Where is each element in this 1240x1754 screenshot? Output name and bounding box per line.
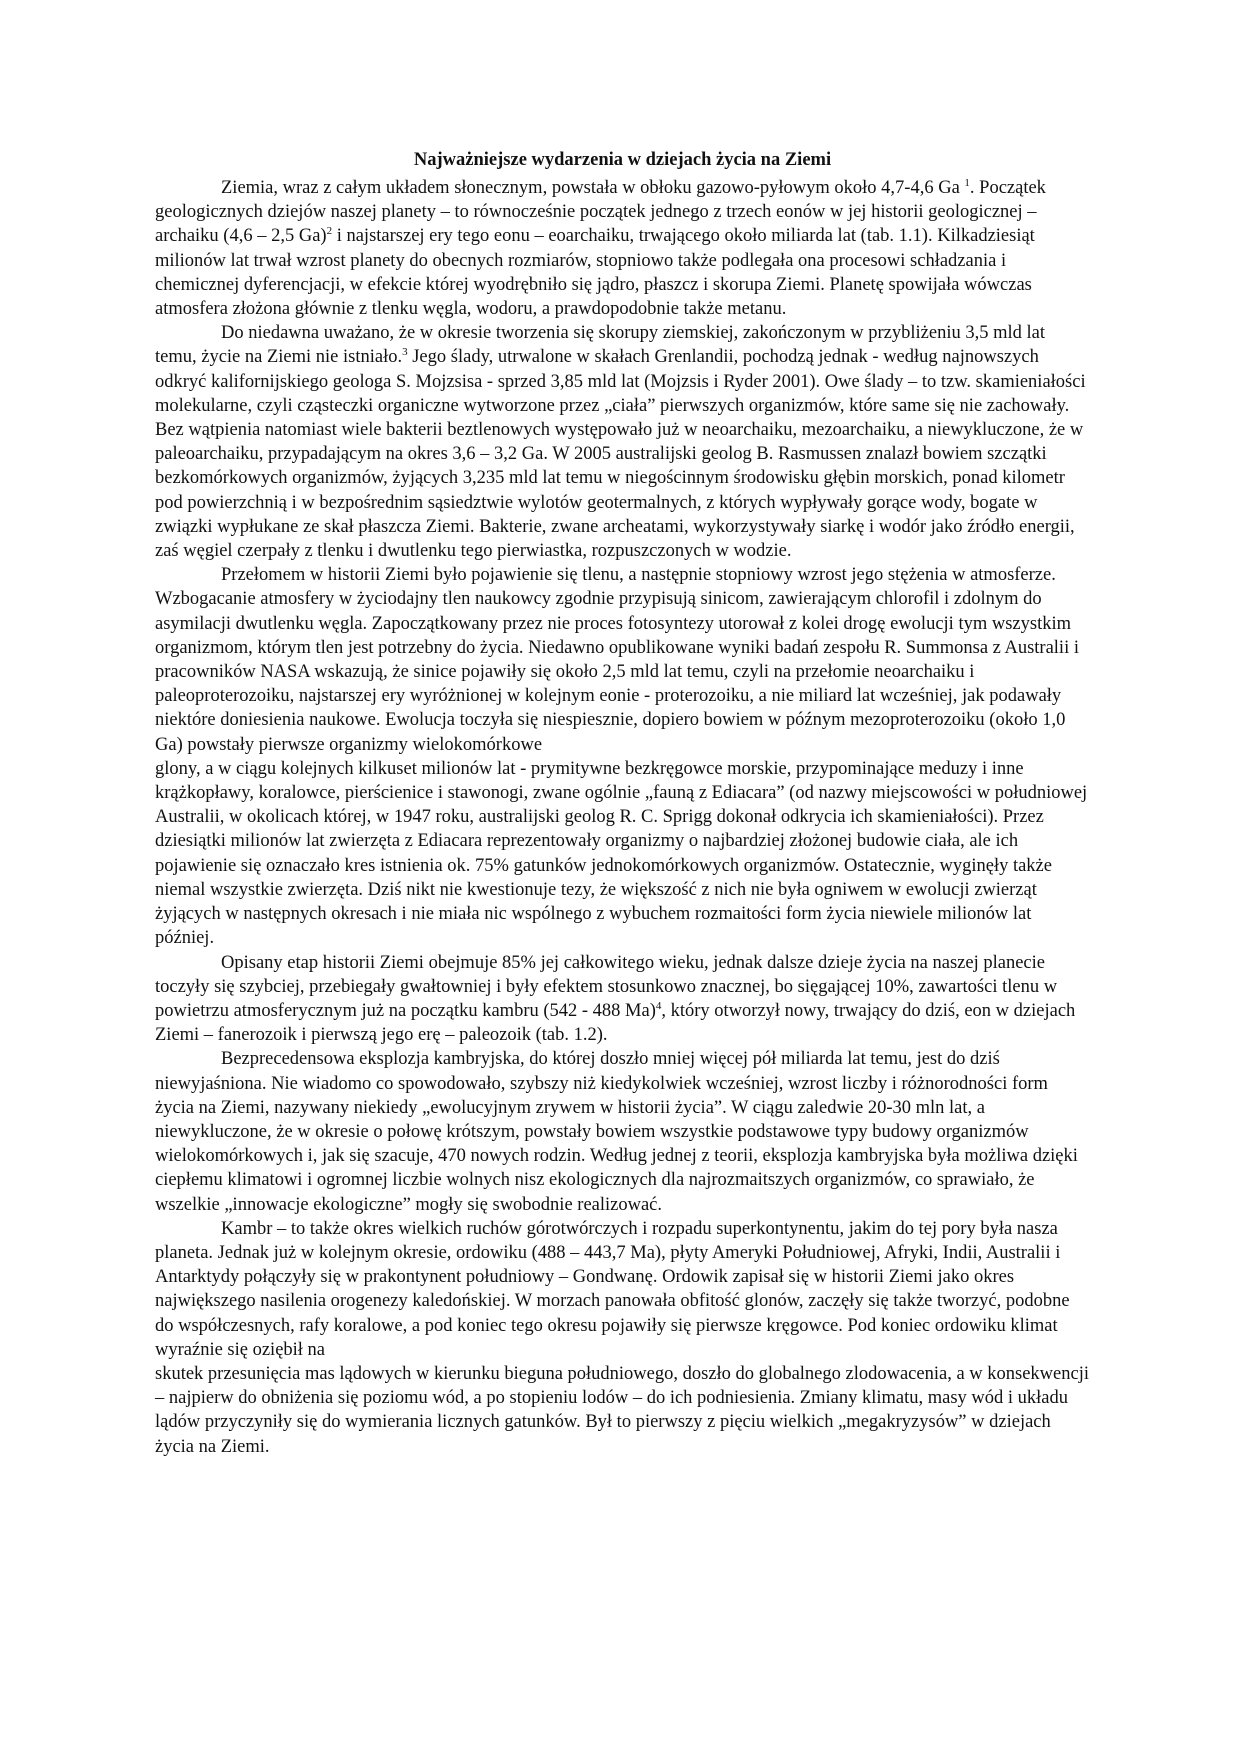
- footnote-ref: 2: [326, 225, 333, 238]
- paragraph-text: . Początek geologicznych dziejów naszej planety – to równocześnie początek jednego z trzech eonów w jej historii geologicznej – archaiku (4,6 – 2,5 Ga): [155, 178, 1046, 247]
- paragraph-text: glony, a w ciągu kolejnych kilkuset milionów lat - prymitywne bezkręgowce morskie, przypominające meduzy i inne krążkopławy, koralowce, pierścienice i stawonogi, zwane ogólnie „fauną z Ediacara” (od nazwy miejscowości w południowej Australii, w okolicach której, w 1947 roku, australijski geolog R. C. Sprigg dokonał odkrycia ich skamieniałości). Przez dziesiątki milionów lat zwierzęta z Ediacara reprezentowały organizmy o najbardziej złożonej budowie ciała, ale ich pojawienie się oznaczało kres istnienia ok. 75% gatunków jednokomórkowych organizmów. Ostatecznie, wyginęły także niemal wszystkie zwierzęta. Dziś nikt nie kwestionuje tezy, że większość z nich nie była ogniwem w ewolucji zwierząt żyjących w następnych okresach i nie miała nic wspólnego z wybuchem rozmaitości form życia niewiele milionów lat później.: [155, 758, 1088, 949]
- paragraph-7: [155, 1217, 1090, 1362]
- paragraph-text: Do niedawna uważano, że w okresie tworzenia się skorupy ziemskiej, zakończonym w przybliżeniu 3,5 mld lat temu, życie na Ziemi nie istniało.: [155, 323, 1046, 368]
- document-title: Najważniejsze wydarzenia w dziejach życia na Ziemi: [413, 150, 832, 170]
- footnote-ref: 4: [655, 999, 662, 1012]
- paragraph-text: , który otworzył nowy, trwający do dziś, eon w dziejach Ziemi – fanerozoik i pierwszą jego erę – paleozoik (tab. 1.2).: [155, 1000, 1076, 1046]
- paragraph-text: i najstarszej ery tego eonu – eoarchaiku, trwającego około miliarda lat (tab. 1.1). Kilkadziesiąt milionów lat trwał wzrost planety do obecnych rozmiarów, stopniowo także podlegała ona procesowi schładzania i chemicznej dyferencjacji, w efekcie której wyodrębniło się jądro, płaszcz i skorupa Ziemi. Planetę spowijała wówczas atmosfera złożona głównie z tlenku węgla, wodoru, a prawdopodobnie także metanu.: [155, 226, 1035, 320]
- paragraph-8: [155, 1362, 1090, 1459]
- paragraph-4: [155, 757, 1090, 951]
- paragraph-text: skutek przesunięcia mas lądowych w kierunku bieguna południowego, doszło do globalnego zlodowacenia, a w konsekwencji – najpierw do obniżenia się poziomu wód, a po stopieniu lodów – do ich podniesienia. Zmiany klimatu, masy wód i układu lądów przyczyniły się do wymierania licznych gatunków. Był to pierwszy z pięciu wielkich „megakryzysów” w dziejach życia na Ziemi.: [155, 1363, 1089, 1457]
- paragraph-6: [155, 1047, 1090, 1216]
- paragraph-3: [155, 563, 1090, 757]
- paragraph-text: Kambr – to także okres wielkich ruchów górotwórczych i rozpadu superkontynentu, jakim do tej pory była nasza planeta. Jednak już w kolejnym okresie, ordowiku (488 – 443,7 Ma), płyty Ameryki Południowej, Afryki, Indii, Australii i Antarktydy połączyły się w prakontynent południowy – Gondwanę. Ordowik zapisał się w historii Ziemi jako okres największego nasilenia orogenezy kaledońskiej. W morzach panowała obfitość glonów, zaczęły się także tworzyć, podobne do współczesnych, rafy koralowe, a pod koniec tego okresu pojawiły się pierwsze kręgowce. Pod koniec ordowiku klimat wyraźnie się oziębił na: [155, 1218, 1070, 1360]
- paragraph-text: Przełomem w historii Ziemi było pojawienie się tlenu, a następnie stopniowy wzrost jego stężenia w atmosferze. Wzbogacanie atmosfery w życiodajny tlen naukowcy zgodnie przypisują sinicom, zawierającym chlorofil i zdolnym do asymilacji dwutlenku węgla. Zapoczątkowany przez nie proces fotosyntezy utorował z kolei drogę ewolucji tym wszystkim organizmom, którym tlen jest potrzebny do życia. Niedawno opublikowane wyniki badań zespołu R. Summonsa z Australii i pracowników NASA wskazują, że sinice pojawiły się około 2,5 mld lat temu, czyli na przełomie neoarchaiku i paleoproterozoiku, najstarszej ery wyróżnionej w kolejnym eonie - proterozoiku, a nie miliard lat wcześniej, jak podawały niektóre doniesienia naukowe. Ewolucja toczyła się niespiesznie, dopiero bowiem w późnym mezoproterozoiku (około 1,0 Ga) powstały pierwsze organizmy wielokomórkowe: [155, 565, 1079, 755]
- paragraph-5: [155, 951, 1090, 1048]
- paragraph-2: [155, 321, 1090, 563]
- paragraph-1: [155, 176, 1090, 321]
- footnote-ref: 3: [402, 346, 408, 359]
- paragraph-text: Ziemia, wraz z całym układem słonecznym, powstała w obłoku gazowo-pyłowym około 4,7-4,6 Ga: [221, 178, 965, 198]
- footnote-ref: 1: [964, 176, 970, 189]
- paragraph-text: Opisany etap historii Ziemi obejmuje 85% jej całkowitego wieku, jednak dalsze dzieje życia na naszej planecie toczyły się szybciej, przebiegały gwałtowniej i były efektem stosunkowo znacznej, bo sięgającej 10%, zawartości tlenu w powietrzu atmosferycznym już na początku kambru (542 - 488 Ma): [155, 952, 1058, 1021]
- paragraph-text: Jego ślady, utrwalone w skałach Grenlandii, pochodzą jednak - według najnowszych odkryć kalifornijskiego geologa S. Mojzsisa - sprzed 3,85 mld lat (Mojzsis i Ryder 2001). Owe ślady – to tzw. skamieniałości molekularne, czyli cząsteczki organiczne wytworzone przez „ciała” pierwszych organizmów, które same się nie zachowały. Bez wątpienia natomiast wiele bakterii beztlenowych występowało już w neoarchaiku, mezoarchaiku, a niewykluczone, że w paleoarchaiku, przypadającym na okres 3,6 – 3,2 Ga. W 2005 australijski geolog B. Rasmussen znalazł bowiem szczątki bezkomórkowych organizmów, żyjących 3,235 mld lat temu w niegościnnym środowisku głębin morskich, ponad kilometr pod powierzchnią i w bezpośrednim sąsiedztwie wylotów geotermalnych, z których wypływały gorące wody, bogate w związki wypłukane ze skał płaszcza Ziemi. Bakterie, zwane archeatami, wykorzystywały siarkę i wodór jako źródło energii, zaś węgiel czerpały z tlenku i dwutlenku tego pierwiastka, rozpuszczonych w wodzie.: [155, 347, 1086, 562]
- paragraph-text: Bezprecedensowa eksplozja kambryjska, do której doszło mniej więcej pół miliarda lat temu, jest do dziś niewyjaśniona. Nie wiadomo co spowodowało, szybszy niż kiedykolwiek wcześniej, wzrost liczby i różnorodności form życia na Ziemi, nazywany niekiedy „ewolucyjnym zrywem w historii życia”. W ciągu zaledwie 20-30 mln lat, a niewykluczone, że w okresie o połowę krótszym, powstały bowiem wszystkie podstawowe typy budowy organizmów wielokomórkowych i, jak się szacuje, 470 nowych rodzin. Według jednej z teorii, eksplozja kambryjska była możliwa dzięki ciepłemu klimatowi i ogromnej liczbie wolnych nisz ekologicznych dla najrozmaitszych organizmów, co sprawiało, że wszelkie „innowacje ekologiczne” mogły się swobodnie realizować.: [155, 1049, 1078, 1215]
